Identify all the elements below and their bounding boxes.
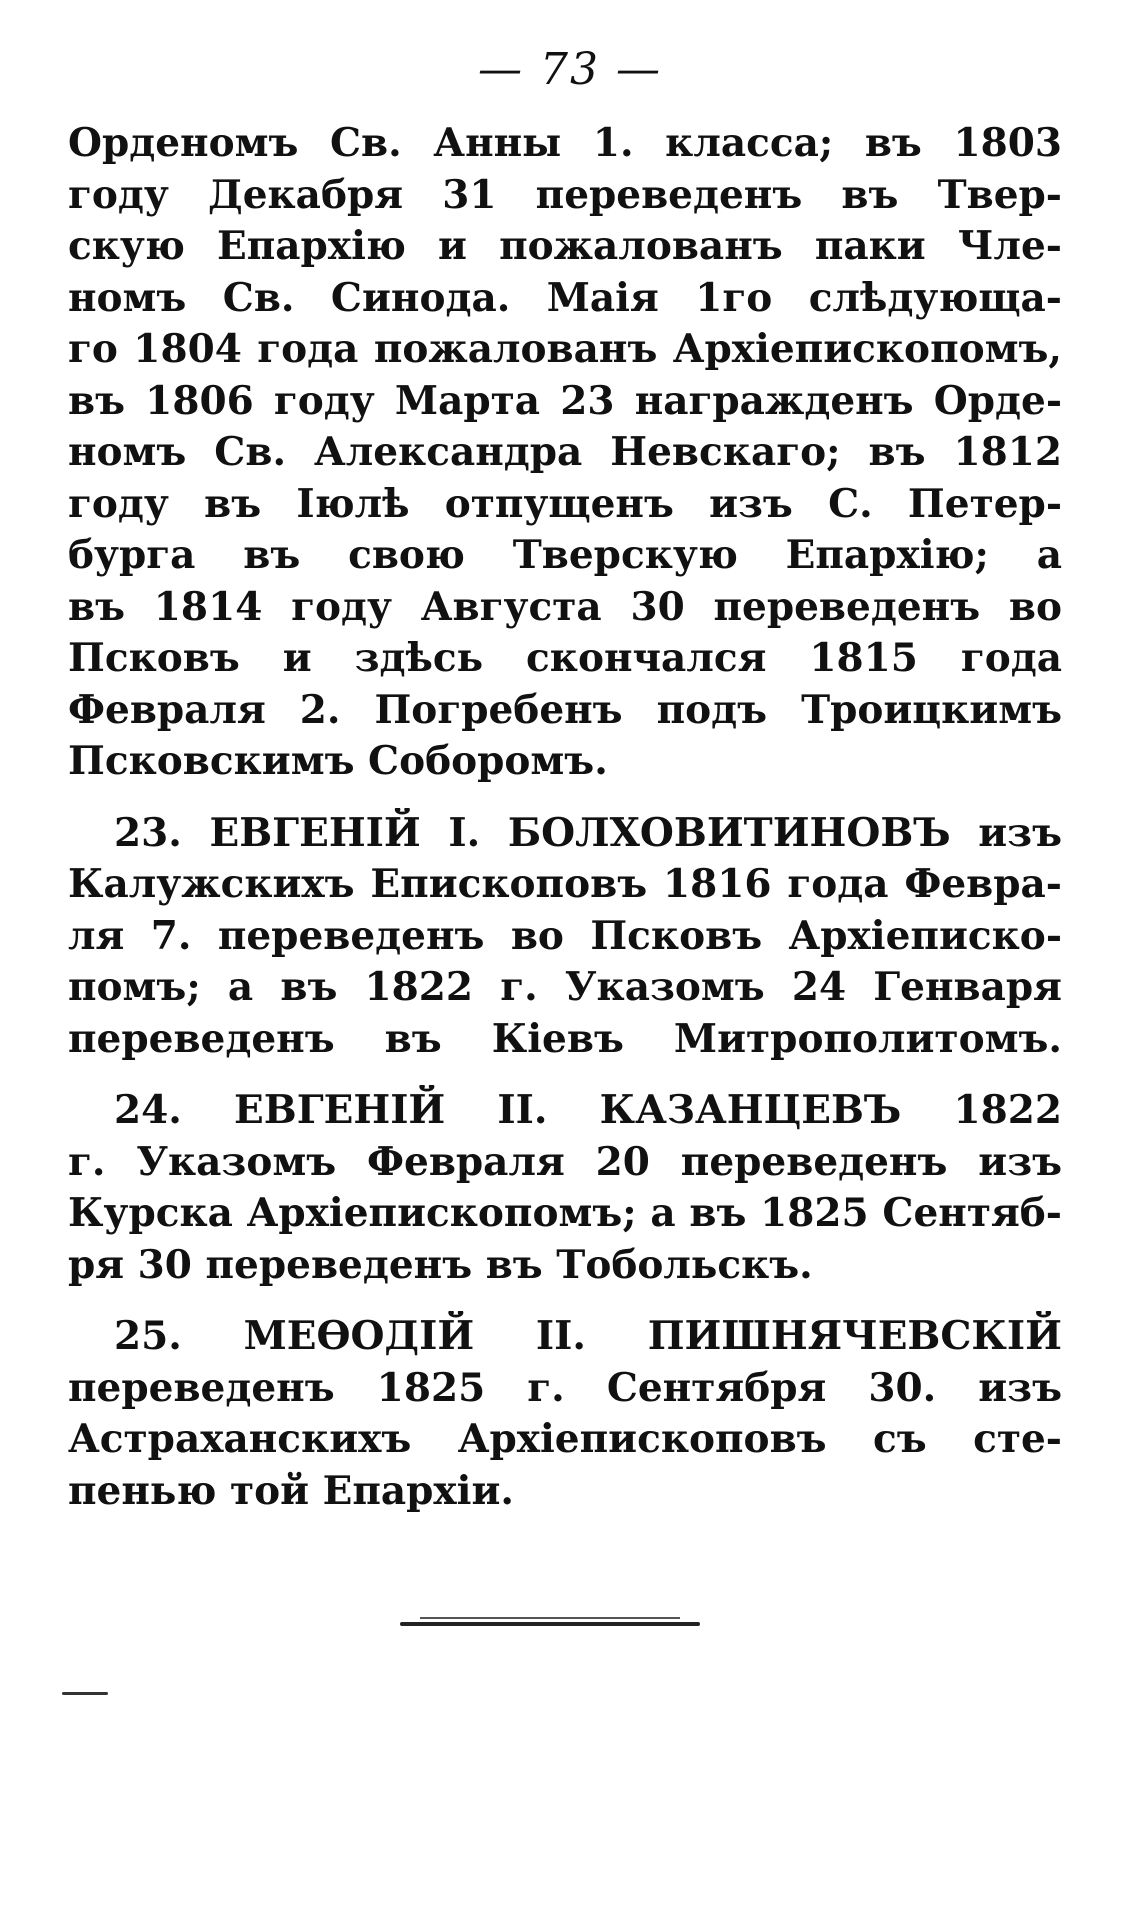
- text-line: помъ; а въ 1822 г. Указомъ 24 Генваря: [68, 964, 1062, 1010]
- page-text: [68, 118, 1062, 1517]
- paragraph-continuation: [68, 118, 1062, 788]
- text-line: г. Указомъ Февраля 20 переведенъ изъ: [68, 1138, 1062, 1185]
- text-line: Псковскимъ Соборомъ.: [68, 738, 608, 784]
- end-rule-divider: [400, 1622, 700, 1626]
- text-line: году въ Іюлѣ отпущенъ изъ С. Петер-: [68, 480, 1062, 527]
- text-line: ря 30 переведенъ въ Тобольскъ.: [68, 1241, 813, 1288]
- text-line: пенью той Епархіи.: [68, 1467, 515, 1514]
- text-line: Февраля 2. Погребенъ подъ Троицкимъ: [68, 686, 1062, 733]
- text-line: го 1804 года пожалованъ Архіепископомъ,: [68, 326, 1062, 372]
- text-line: Калужскихъ Епископовъ 1816 года Февра-: [68, 861, 1062, 907]
- entry-heading-line: 25. МЕѲОДІЙ II. ПИШНЯЧЕВСКІЙ: [114, 1313, 1062, 1359]
- entry-25-methodiy-pishnyachevskiy: [68, 1311, 1062, 1517]
- entry-heading-line: 24. ЕВГЕНІЙ II. КАЗАНЦЕВЪ 1822: [114, 1087, 1062, 1133]
- text-line: въ 1814 году Августа 30 переведенъ во: [68, 583, 1062, 630]
- ink-mark: [62, 1692, 108, 1695]
- text-line: Псковъ и здѣсь скончался 1815 года: [68, 635, 1062, 681]
- entry-23-evgeniy-bolkhovitinov: [68, 808, 1062, 1066]
- entry-heading-line: 23. ЕВГЕНІЙ І. БОЛХОВИТИНОВЪ изъ: [114, 809, 1062, 856]
- text-line: номъ Св. Александра Невскаго; въ 1812: [68, 429, 1062, 475]
- text-line: году Декабря 31 переведенъ въ Твер-: [68, 171, 1062, 218]
- text-line: Астраханскихъ Архіепископовъ съ сте-: [68, 1416, 1062, 1462]
- text-line: ля 7. переведенъ во Псковъ Архіеписко-: [68, 912, 1062, 959]
- entry-24-evgeniy-kazantsev: [68, 1085, 1062, 1291]
- text-line: номъ Св. Синода. Маія 1го слѣдующа-: [68, 274, 1062, 321]
- text-line: переведенъ 1825 г. Сентября 30. изъ: [68, 1364, 1062, 1411]
- text-line: бурга въ свою Тверскую Епархію; а: [68, 532, 1062, 578]
- text-line: переведенъ въ Кіевъ Митрополитомъ.: [68, 1015, 1062, 1062]
- text-line: скую Епархію и пожалованъ паки Чле-: [68, 223, 1062, 269]
- text-line: Курска Архіепископомъ; а въ 1825 Сентяб-: [68, 1190, 1062, 1236]
- page-number: — 73 —: [478, 44, 662, 95]
- text-line: въ 1806 году Марта 23 награжденъ Орде-: [68, 377, 1062, 424]
- text-line: Орденомъ Св. Анны 1. класса; въ 1803: [68, 120, 1062, 166]
